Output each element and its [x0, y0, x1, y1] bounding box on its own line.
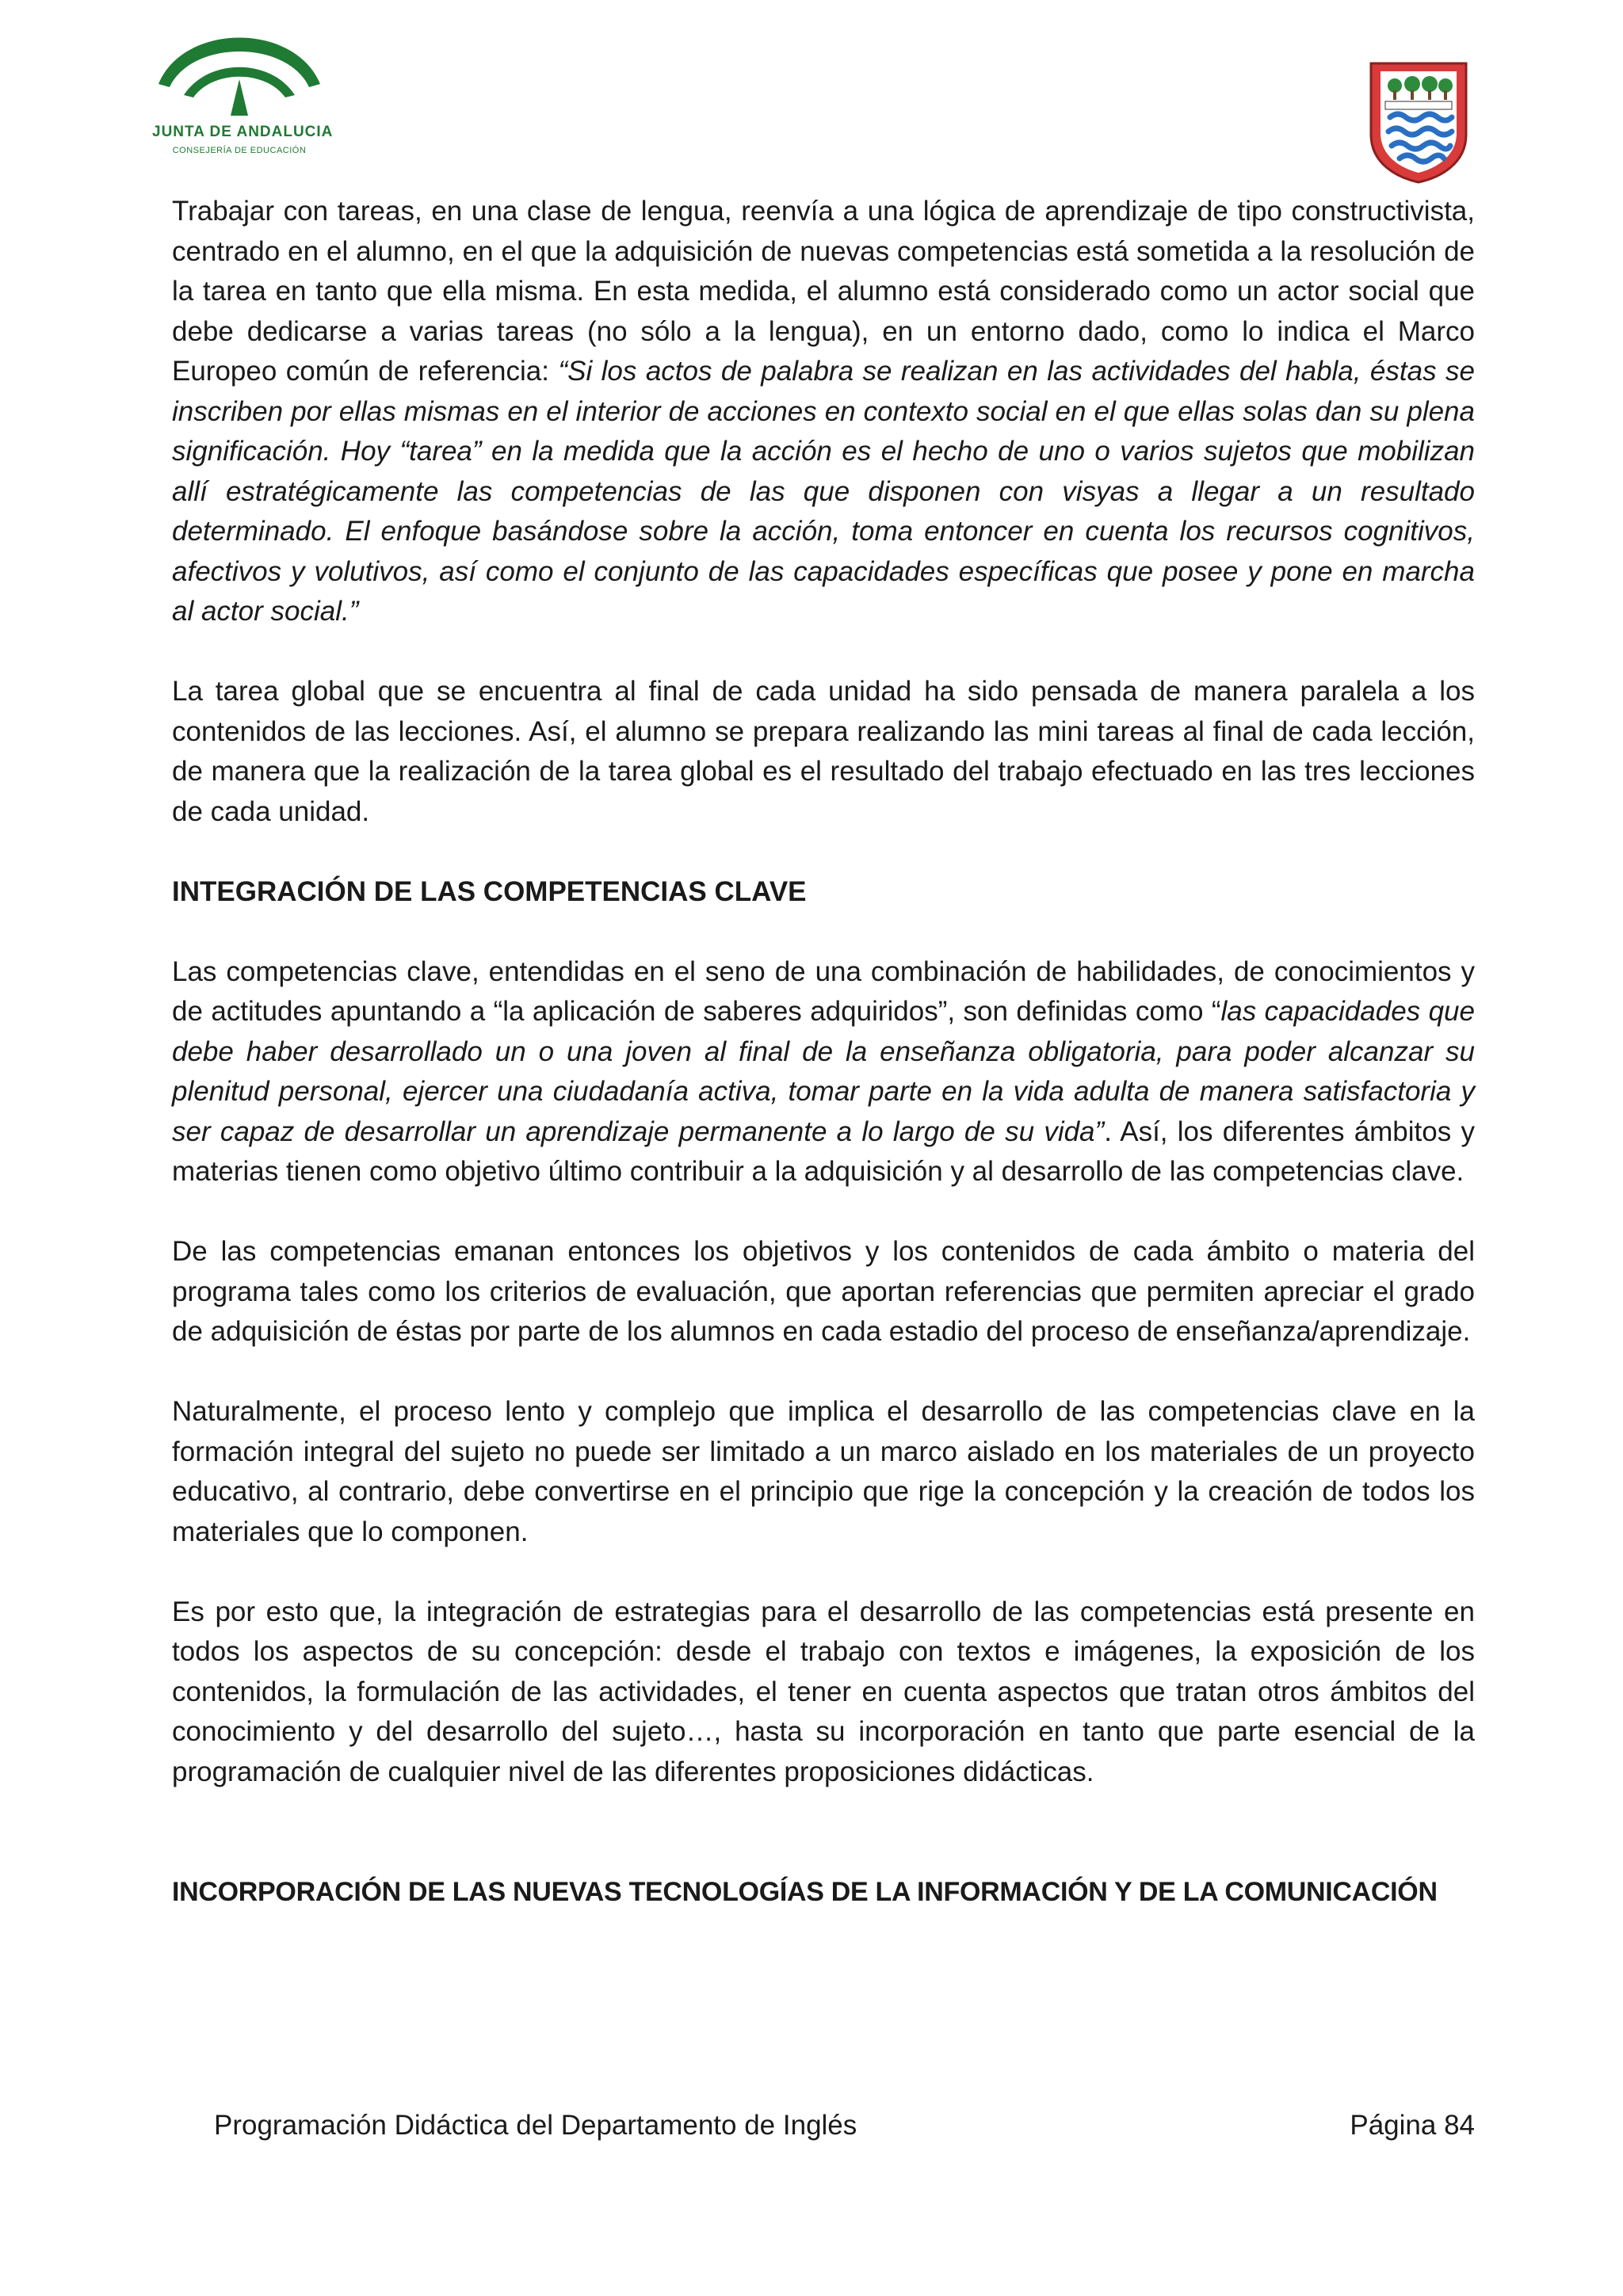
paragraph-competencias-clave [172, 952, 1475, 1192]
logo-subtitle: CONSEJERÍA DE EDUCACIÓN [172, 146, 307, 155]
logo-title: JUNTA DE ANDALUCIA [152, 124, 334, 140]
paragraph-text: Las competencias clave, entendidas en el seno de una combinación de habilidades, de conocimientos y de actitudes apuntando a “la aplicación de saberes adquiridos”, son definidas como “ [172, 955, 1475, 1027]
paragraph-objetivos: De las competencias emanan entonces los objetivos y los contenidos de cada ámbito o materia del programa tales como los criterios de evaluación, que aportan referencias que permiten apreciar el grado de adquisición de éstas por parte de los alumnos en cada estadio del proceso de enseñanza/aprendizaje. [172, 1236, 1475, 1347]
paragraph-tareas [172, 192, 1475, 632]
municipal-shield-logo [1368, 59, 1469, 184]
section-heading-competencias: INTEGRACIÓN DE LAS COMPETENCIAS CLAVE [172, 875, 807, 907]
paragraph-tarea-global: La tarea global que se encuentra al final de cada unidad ha sido pensada de manera paralela a los contenidos de las lecciones. Así, el alumno se prepara realizando las mini tareas al final de cada lección, de manera que la realización de la tarea global es el resultado del trabajo efectuado en las tres lecciones de cada unidad. [172, 676, 1475, 827]
document-body [172, 192, 1475, 1952]
footer-document-title: Programación Didáctica del Departamento de Inglés [214, 2110, 857, 2141]
section-heading-tic: INCORPORACIÓN DE LAS NUEVAS TECNOLOGÍAS DE LA INFORMACIÓN Y DE LA COMUNICACIÓN [172, 1877, 1438, 1907]
shield-icon [1368, 59, 1469, 184]
paragraph-estrategias: Es por esto que, la integración de estrategias para el desarrollo de las competencias está presente en todos los aspectos de su concepción: desde el trabajo con textos e imágenes, la exposición de los contenidos, la formulación de las actividades, el tener en cuenta aspectos que tratan otros ámbitos del conocimiento y del desarrollo del sujeto…, hasta su incorporación en tanto que parte esencial de la programación de cualquier nivel de las diferentes proposiciones didácticas. [172, 1596, 1475, 1787]
competencias-definition-quote: las capacidades que debe haber desarrollado un o una joven al final de la enseñanza obligatoria, para poder alcanzar su plenitud personal, ejercer una ciudadanía activa, tomar parte en la vida adulta de manera satisfactoria y ser capaz de desarrollar un aprendizaje permanente a lo largo de su vida” [172, 996, 1475, 1147]
paragraph-text: . Así, los diferentes ámbitos y materias tienen como objetivo último contribuir a la adquisición y al desarrollo de las competencias clave. [172, 1116, 1475, 1187]
junta-arches-icon [152, 22, 327, 124]
footer-page-number: Página 84 [1350, 2110, 1475, 2141]
marco-europeo-quote: “Si los actos de palabra se realizan en las actividades del habla, éstas se inscriben por ellas mismas en el interior de acciones en contexto social en el que ellas solas dan su plena significación. Hoy “tarea” en la medida que la acción es el hecho de uno o varios sujetos que mobilizan allí estratégicamente las competencias de las que disponen con visyas a llegar a un resultado determinado. El enfoque basándose sobre la acción, toma entoncer en cuenta los recursos cognitivos, afectivos y volutivos, así como el conjunto de las capacidades específicas que posee y pone en marcha al actor social.” [172, 356, 1475, 627]
paragraph-proceso: Naturalmente, el proceso lento y complejo que implica el desarrollo de las competencias clave en la formación integral del sujeto no puede ser limitado a un marco aislado en los materiales de un proyecto educativo, al contrario, debe convertirse en el principio que rige la concepción y la creación de todos los materiales que lo componen. [172, 1396, 1475, 1547]
paragraph-text: Trabajar con tareas, en una clase de lengua, reenvía a una lógica de aprendizaje de tipo constructivista, centrado en el alumno, en el que la adquisición de nuevas competencias está sometida a la resolución de la tarea en tanto que ella misma. En esta medida, el alumno está considerado como un actor social que debe dedicarse a varias tareas (no sólo a la lengua), en un entorno dado, como lo indica el Marco Europeo común de referencia: [172, 196, 1475, 387]
junta-de-andalucia-logo [152, 22, 334, 165]
